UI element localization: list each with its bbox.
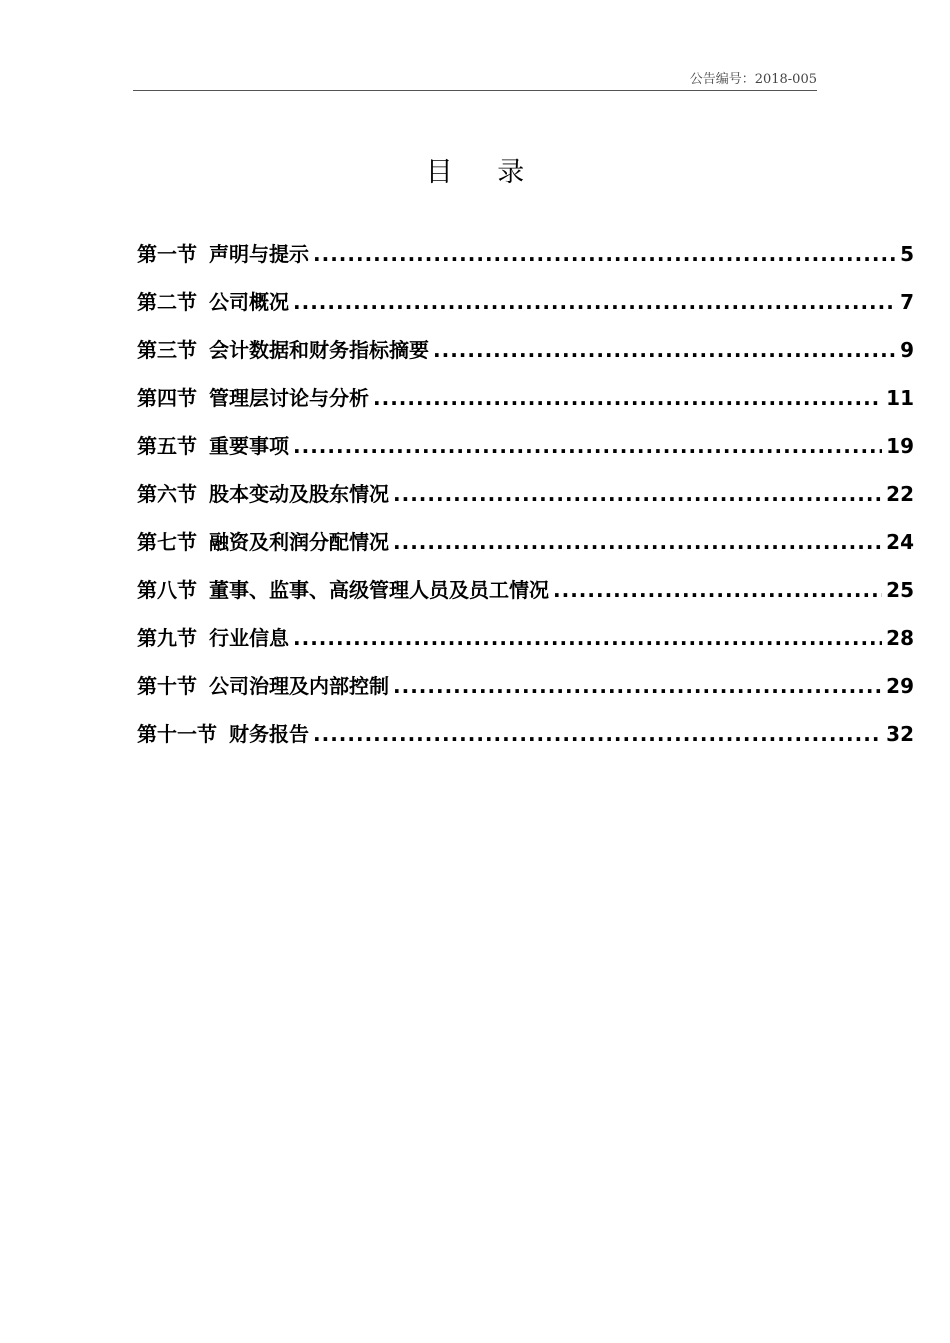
toc-page-number: 29 [886, 674, 914, 698]
toc-section-number: 第七节 [137, 530, 197, 554]
toc-page-number: 7 [900, 290, 914, 314]
toc-section-number: 第五节 [137, 434, 197, 458]
toc-dot-leader [373, 386, 882, 410]
toc-section-title: 声明与提示 [209, 242, 309, 266]
toc-entry[interactable] [137, 670, 914, 718]
toc-section-number: 第一节 [137, 242, 197, 266]
toc-section-number: 第九节 [137, 626, 197, 650]
toc-section-title: 公司概况 [209, 290, 289, 314]
toc-entry[interactable] [137, 478, 914, 526]
toc-entry[interactable] [137, 238, 914, 286]
toc-entry[interactable] [137, 334, 914, 382]
toc-section-title: 股本变动及股东情况 [209, 482, 389, 506]
toc-section-number: 第二节 [137, 290, 197, 314]
toc-section-title: 财务报告 [229, 722, 309, 746]
toc-dot-leader [293, 290, 896, 314]
toc-entry[interactable] [137, 430, 914, 478]
toc-dot-leader [293, 434, 882, 458]
toc-dot-leader [393, 482, 882, 506]
toc-page-number: 19 [886, 434, 914, 458]
toc-entry[interactable] [137, 286, 914, 334]
toc-section-number: 第十节 [137, 674, 197, 698]
toc-dot-leader [433, 338, 896, 362]
toc-section-title: 公司治理及内部控制 [209, 674, 389, 698]
toc-page-number: 32 [886, 722, 914, 746]
toc-page-number: 5 [900, 242, 914, 266]
toc-dot-leader [313, 722, 882, 746]
toc-section-number: 第十一节 [137, 722, 217, 746]
toc-section-title: 管理层讨论与分析 [209, 386, 369, 410]
toc-page-number: 22 [886, 482, 914, 506]
toc-entry[interactable] [137, 526, 914, 574]
toc-section-title: 董事、监事、高级管理人员及员工情况 [209, 578, 549, 602]
toc-entry[interactable] [137, 622, 914, 670]
toc-entry[interactable] [137, 574, 914, 622]
table-of-contents [137, 238, 914, 766]
toc-page-number: 9 [900, 338, 914, 362]
toc-section-title: 会计数据和财务指标摘要 [209, 338, 429, 362]
page-title: 目 录 [425, 157, 543, 188]
toc-section-title: 重要事项 [209, 434, 289, 458]
toc-page-number: 28 [886, 626, 914, 650]
page-header [133, 66, 817, 91]
toc-entry[interactable] [137, 382, 914, 430]
notice-number: 公告编号：2018-005 [689, 72, 817, 87]
toc-entry[interactable] [137, 718, 914, 766]
toc-dot-leader [553, 578, 882, 602]
toc-page-number: 24 [886, 530, 914, 554]
toc-page-number: 25 [886, 578, 914, 602]
toc-section-title: 行业信息 [209, 626, 289, 650]
toc-page-number: 11 [886, 386, 914, 410]
toc-dot-leader [393, 674, 882, 698]
toc-dot-leader [393, 530, 882, 554]
toc-section-number: 第三节 [137, 338, 197, 362]
toc-section-number: 第六节 [137, 482, 197, 506]
toc-dot-leader [313, 242, 896, 266]
toc-section-number: 第八节 [137, 578, 197, 602]
toc-dot-leader [293, 626, 882, 650]
toc-section-title: 融资及利润分配情况 [209, 530, 389, 554]
toc-section-number: 第四节 [137, 386, 197, 410]
